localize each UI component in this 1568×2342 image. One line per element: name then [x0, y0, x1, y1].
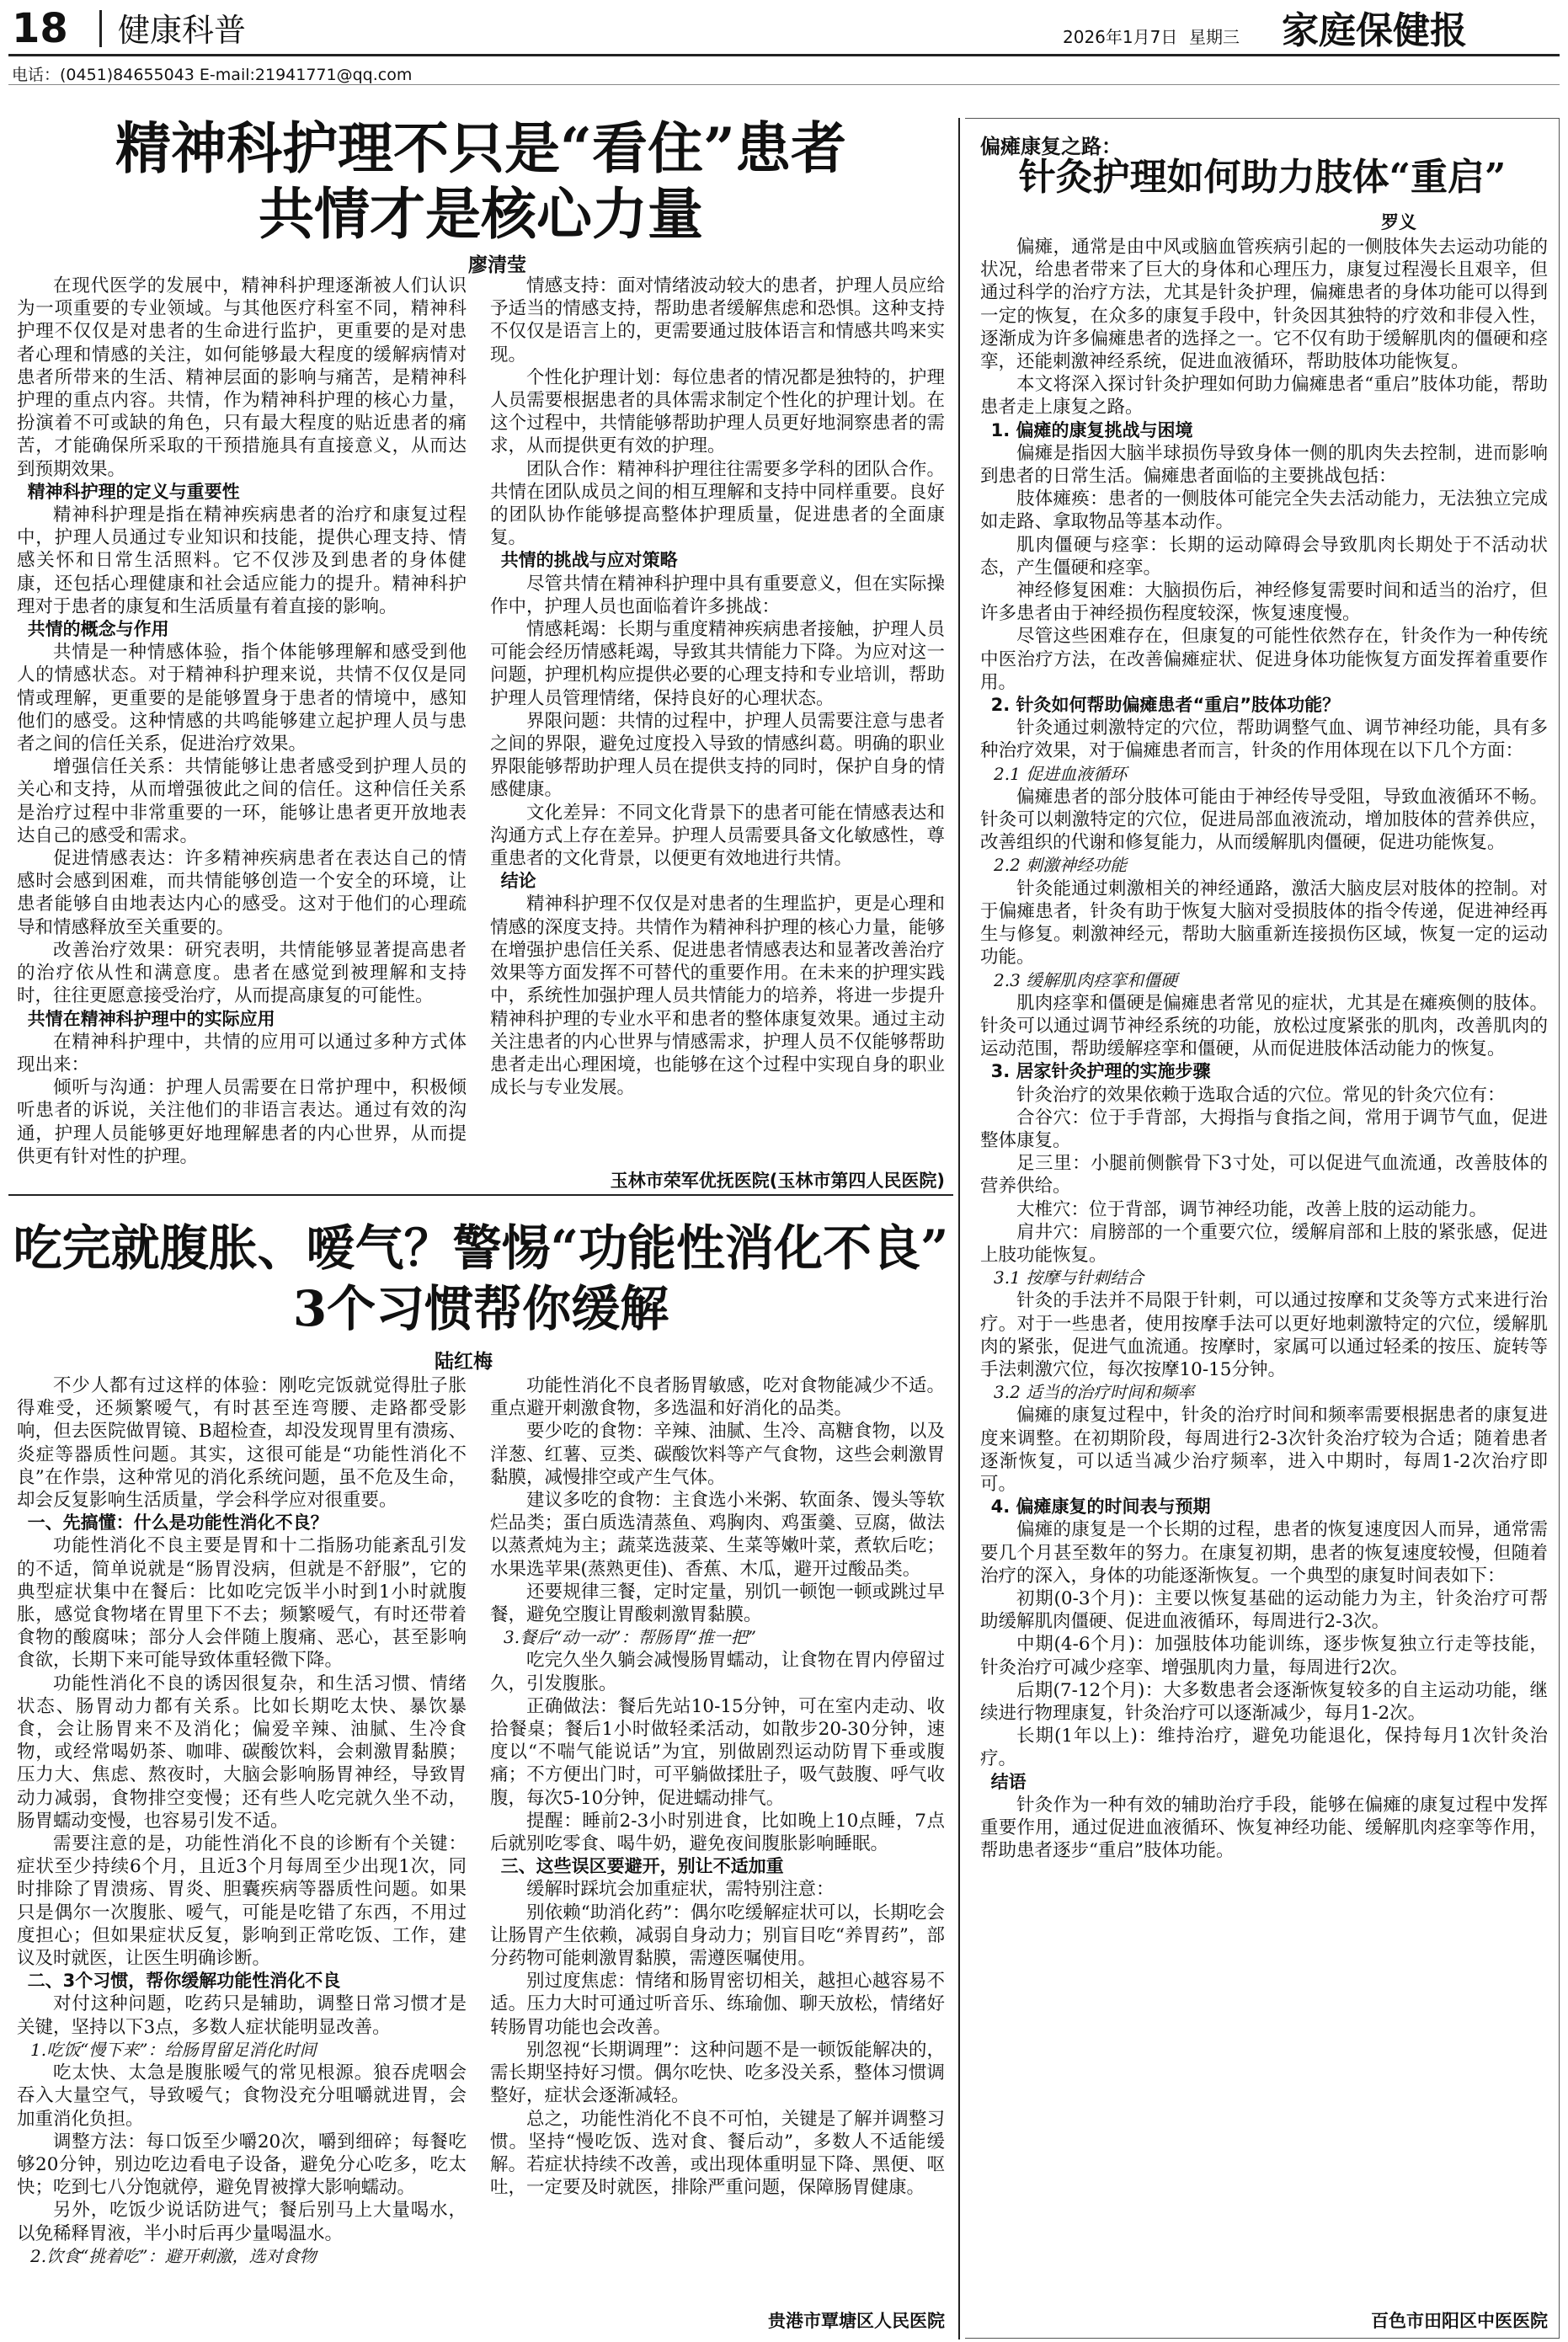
- paragraph: 神经修复困难：大脑损伤后，神经修复需要时间和适当的治疗，但许多患者由于神经损伤程度较深，恢复速度慢。: [980, 580, 1548, 625]
- article-divider: [8, 1194, 953, 1196]
- paragraph: 肩井穴：肩膀部的一个重要穴位，缓解肩部和上肢的紧张感，促进上肢功能恢复。: [980, 1221, 1548, 1266]
- paragraph: 建议多吃的食物：主食选小米粥、软面条、馒头等软烂品类；蛋白质选清蒸鱼、鸡胸肉、鸡蛋羹、豆腐，做法以蒸煮炖为主；蔬菜选菠菜、生菜等嫩叶菜，煮软后吃；水果选苹果(蒸熟更佳)、香蕉、木瓜，避开过酸品类。: [490, 1490, 945, 1580]
- paragraph: 针灸能通过刺激相关的神经通路，激活大脑皮层对肢体的控制。对于偏瘫患者，针灸有助于恢复大脑对受损肢体的指令传递，促进神经再生与修复。刺激神经元，帮助大脑重新连接损伤区域，恢复一定的运动功能。: [980, 878, 1548, 968]
- sub-heading: 2.1 促进血液循环: [994, 763, 1128, 784]
- paragraph: 本文将深入探讨针灸护理如何助力偏瘫患者“重启”肢体功能，帮助患者走上康复之路。: [980, 374, 1548, 419]
- issue-date: 2026年1月7日: [1063, 27, 1178, 47]
- section-heading: 精神科护理的定义与重要性: [27, 481, 240, 502]
- a3-box-top: [965, 118, 1560, 119]
- section-heading: 2. 针灸如何帮助偏瘫患者“重启”肢体功能？: [990, 695, 1341, 716]
- section-heading: 共情的概念与作用: [27, 619, 169, 640]
- contact-rule: [8, 84, 1560, 85]
- paragraph: 初期(0-3个月)：主要以恢复基础的运动能力为主，针灸治疗可帮助缓解肌肉僵硬、促进血液循环，每周进行2-3次。: [980, 1587, 1548, 1633]
- paragraph: 缓解时踩坑会加重症状，需特别注意：: [526, 1879, 835, 1901]
- paragraph: 功能性消化不良的诱因很复杂，和生活习惯、情绪状态、肠胃动力都有关系。比如长期吃太快、暴饮暴食，会让肠胃来不及消化；偏爱辛辣、油腻、生冷食物，或经常喝奶茶、咖啡、碳酸饮料，会刺激胃黏膜；压力大、焦虑、熬夜时，大脑会影响肠胃神经，导致胃动力减弱，食物排空变慢；还有些人吃完就久坐不动，肠胃蠕动变慢，也容易引发不适。: [17, 1672, 467, 1832]
- section-heading: 二、3个习惯，帮你缓解功能性消化不良: [27, 1971, 341, 1992]
- paragraph: 另外，吃饭少说话防进气；餐后别马上大量喝水，以免稀释胃液，半小时后再少量喝温水。: [17, 2200, 467, 2244]
- sub-heading: 2.饮食“挑着吃”：避开刺激，选对食物: [30, 2245, 317, 2266]
- contact-info: 电话：(0451)84655043 E-mail:21941771@qq.com: [12, 66, 413, 84]
- paper-name: 家庭保健报: [1282, 9, 1467, 52]
- paragraph: 后期(7-12个月)：大多数患者会逐渐恢复较多的自主运动功能，继续进行物理康复，针灸治疗可以逐渐减少，每月1-2次。: [980, 1679, 1548, 1724]
- paragraph: 精神科护理不仅仅是对患者的生理监护，更是心理和情感的深度支持。共情作为精神科护理的核心力量，能够在增强护患信任关系、促进患者情感表达和显著改善治疗效果等方面发挥不可替代的重要作用。在未来的护理实践中，系统性加强护理人员共情能力的培养，将进一步提升精神科护理的专业水平和患者的整体康复效果。通过主动关注患者的内心世界与情感需求，护理人员不仅能够帮助患者走出心理困境，也能够在这个过程中实现自身的职业成长与专业发展。: [490, 894, 945, 1099]
- page-number: 18: [12, 5, 68, 52]
- paragraph: 针灸作为一种有效的辅助治疗手段，能够在偏瘫的康复过程中发挥重要作用，通过促进血液循环、恢复神经功能、缓解肌肉痉挛等作用，帮助患者逐步“重启”肢体功能。: [980, 1794, 1548, 1862]
- paragraph: 偏瘫是指因大脑半球损伤导致身体一侧的肌肉失去控制，进而影响到患者的日常生活。偏瘫患者面临的主要挑战包括：: [980, 442, 1548, 488]
- paragraph: 精神科护理是指在精神疾病患者的治疗和康复过程中，护理人员通过专业知识和技能，提供心理支持、情感关怀和日常生活照料。它不仅涉及到患者的身体健康，还包括心理健康和社会适应能力的提升。精神科护理对于患者的康复和生活质量有着直接的影响。: [17, 504, 467, 617]
- paragraph: 偏瘫的康复过程中，针灸的治疗时间和频率需要根据患者的康复进度来调整。在初期阶段，每周进行2-3次针灸治疗较为合适；随着患者逐渐恢复，可以适当减少治疗频率，进入中期时，每周1-2次治疗即可。: [980, 1405, 1548, 1495]
- paragraph: 肌肉僵硬与痉挛：长期的运动障碍会导致肌肉长期处于不活动状态，产生僵硬和痉挛。: [980, 534, 1548, 579]
- paragraph: 不少人都有过这样的体验：刚吃完饭就觉得肚子胀得难受，还频繁嗳气，有时甚至连弯腰、走路都受影响，但去医院做胃镜、B超检查，却没发现胃里有溃疡、炎症等器质性问题。其实，这很可能是“功能性消化不良”在作祟，这种常见的消化系统问题，虽不危及生命，却会反复影响生活质量，学会科学应对很重要。: [17, 1375, 467, 1512]
- paragraph: 要少吃的食物：辛辣、油腻、生冷、高糖食物，以及洋葱、红薯、豆类、碳酸饮料等产气食物，这些会刺激胃黏膜，减慢排空或产生气体。: [490, 1421, 945, 1488]
- a2-title-line1: 吃完就腹胀、嗳气？警惕“功能性消化不良”: [13, 1219, 949, 1277]
- section-name: 健康科普: [118, 12, 247, 49]
- a1-author: 廖清莹: [468, 254, 526, 276]
- a2-title-line2: 3个习惯帮你缓解: [292, 1280, 669, 1337]
- paragraph: 改善治疗效果：研究表明，共情能够显著提高患者的治疗依从性和满意度。患者在感觉到被理解和支持时，往往更愿意接受治疗，从而提高康复的可能性。: [17, 939, 467, 1007]
- paragraph: 功能性消化不良者肠胃敏感，吃对食物能减少不适。重点避开刺激食物，多选温和好消化的品类。: [490, 1375, 945, 1420]
- paragraph: 偏瘫的康复是一个长期的过程，患者的恢复速度因人而异，通常需要几个月甚至数年的努力。在康复初期，患者的恢复速度较慢，但随着治疗的深入，身体的功能逐渐恢复。一个典型的康复时间表如下：: [980, 1519, 1548, 1587]
- paragraph: 肌肉痉挛和僵硬是偏瘫患者常见的症状，尤其是在瘫痪侧的肢体。针灸可以通过调节神经系统的功能，放松过度紧张的肌肉，改善肌肉的运动范围，帮助缓解痉挛和僵硬，从而促进肢体活动能力的恢复。: [980, 992, 1548, 1060]
- masthead-divider: [99, 10, 102, 47]
- paragraph: 针灸的手法并不局限于针刺，可以通过按摩和艾灸等方式来进行治疗。对于一些患者，使用按摩手法可以更好地刺激特定的穴位，缓解肌肉的紧张，促进气血流通。按摩时，家属可以通过轻柔的按压、旋转等手法刺激穴位，每次按摩10-15分钟。: [980, 1290, 1548, 1380]
- paragraph: 吃完久坐久躺会减慢肠胃蠕动，让食物在胃内停留过久，引发腹胀。: [490, 1650, 945, 1694]
- paragraph: 足三里：小腿前侧髌骨下3寸处，可以促进气血流通，改善肢体的营养供给。: [980, 1153, 1548, 1198]
- paragraph: 需要注意的是，功能性消化不良的诊断有个关键：症状至少持续6个月，且近3个月每周至少出现1次，同时排除了胃溃疡、胃炎、胆囊疾病等器质性问题。如果只是偶尔一次腹胀、嗳气，可能是吃错了东西，不用过度担心；但如果症状反复，影响到正常吃饭、工作，建议及时就医，让医生明确诊断。: [17, 1833, 467, 1970]
- paragraph: 别忽视“长期调理”：这种问题不是一顿饭能解决的，需长期坚持好习惯。偶尔吃快、吃多没关系，整体习惯调整好，症状会逐渐减轻。: [490, 2039, 945, 2107]
- paragraph: 合谷穴：位于手背部，大拇指与食指之间，常用于调节气血，促进整体康复。: [980, 1107, 1548, 1151]
- section-heading: 结语: [990, 1771, 1027, 1792]
- sub-heading: 2.2 刺激神经功能: [994, 855, 1128, 876]
- paragraph: 对付这种问题，吃药只是辅助，调整日常习惯才是关键，坚持以下3点，多数人症状能明显改善。: [17, 1993, 467, 2038]
- a3-column: [980, 236, 1548, 2299]
- paragraph: 情感支持：面对情绪波动较大的患者，护理人员应给予适当的情感支持，帮助患者缓解焦虑和恐惧。这种支持不仅仅是语言上的，更需要通过肢体语言和情感共鸣来实现。: [490, 275, 945, 365]
- sub-heading: 3.餐后“动一动”：帮肠胃“推一把”: [504, 1627, 756, 1648]
- paragraph: 促进情感表达：许多精神疾病患者在表达自己的情感时会感到困难，而共情能够创造一个安全的环境，让患者能够自由地表达内心的感受。这对于他们的心理疏导和情感释放至关重要的。: [17, 848, 467, 938]
- section-heading: 共情在精神科护理中的实际应用: [27, 1008, 275, 1029]
- paragraph: 倾听与沟通：护理人员需要在日常护理中，积极倾听患者的诉说，关注他们的非语言表达。通过有效的沟通，护理人员能够更好地理解患者的内心世界，从而提供更有针对性的护理。: [17, 1077, 467, 1167]
- paragraph: 总之，功能性消化不良不可怕，关键是了解并调整习惯。坚持“慢吃饭、选对食、餐后动”，多数人不适能缓解。若症状持续不改善，或出现体重明显下降、黑便、呕吐，一定要及时就医，排除严重问题，保障肠胃健康。: [490, 2108, 945, 2199]
- a3-box-right: [1559, 118, 1560, 2338]
- paragraph: 界限问题：共情的过程中，护理人员需要注意与患者之间的界限，避免过度投入导致的情感纠葛。明确的职业界限能够帮助护理人员在提供支持的同时，保护自身的情感健康。: [490, 710, 945, 801]
- a1-column-1: [17, 275, 467, 1167]
- paragraph: 吃太快、太急是腹胀嗳气的常见根源。狼吞虎咽会吞入大量空气，导致嗳气；食物没充分咀嚼就进胃，会加重消化负担。: [17, 2062, 467, 2130]
- section-heading: 4. 偏瘫康复的时间表与预期: [990, 1496, 1211, 1518]
- section-heading: 共情的挑战与应对策略: [500, 550, 678, 571]
- a2-column-1: [17, 1374, 467, 2334]
- paragraph: 别过度焦虑：情绪和肠胃密切相关，越担心越容易不适。压力大时可通过听音乐、练瑜伽、聊天放松，情绪好转肠胃功能也会改善。: [490, 1971, 945, 2038]
- paragraph: 在精神科护理中，共情的应用可以通过多种方式体现出来：: [17, 1031, 467, 1075]
- section-heading: 三、这些误区要避开，别让不适加重: [500, 1856, 784, 1877]
- paragraph: 大椎穴：位于背部，调节神经功能，改善上肢的运动能力。: [1016, 1198, 1488, 1220]
- paragraph: 提醒：睡前2-3小时别进食，比如晚上10点睡，7点后就别吃零食、喝牛奶，避免夜间腹胀影响睡眠。: [490, 1810, 945, 1855]
- a3-title: 针灸护理如何助力肢体“重启”: [1018, 156, 1507, 199]
- paragraph: 调整方法：每口饭至少嚼20次，嚼到细碎；每餐吃够20分钟，别边吃边看电子设备，避免分心吃多，吃太快；吃到七八分饱就停，避免胃被撑大影响蠕动。: [17, 2131, 467, 2199]
- a1-source: 玉林市荣军优抚医院(玉林市第四人民医院): [610, 1171, 945, 1191]
- a2-source: 贵港市覃塘区人民医院: [768, 2311, 945, 2331]
- paragraph: 个性化护理计划：每位患者的情况都是独特的，护理人员需要根据患者的具体需求制定个性化的护理计划。在这个过程中，共情能够帮助护理人员更好地洞察患者的需求，从而提供更有效的护理。: [490, 366, 945, 457]
- sub-heading: 3.2 适当的治疗时间和频率: [994, 1382, 1195, 1403]
- sub-heading: 2.3 缓解肌肉痉挛和僵硬: [994, 969, 1178, 990]
- a3-box-bottom: [965, 2338, 1560, 2339]
- a3-kicker: 偏瘫康复之路：: [980, 135, 1122, 158]
- a2-author: 陆红梅: [435, 1351, 493, 1373]
- paragraph: 针灸通过刺激特定的穴位，帮助调整气血、调节神经功能，具有多种治疗效果，对于偏瘫患者而言，针灸的作用体现在以下几个方面：: [980, 718, 1548, 762]
- paragraph: 偏瘫，通常是由中风或脑血管疾病引起的一侧肢体失去运动功能的状况，给患者带来了巨大的身体和心理压力，康复过程漫长且艰辛，但通过科学的治疗方法，尤其是针灸护理，偏瘫患者的身体功能可以得到一定的恢复，在众多的康复手段中，针灸因其独特的疗效和非侵入性，逐渐成为许多偏瘫患者的选择之一。它不仅有助于缓解肌肉的僵硬和痉挛，还能刺激神经系统，促进血液循环，帮助肢体功能恢复。: [980, 237, 1548, 373]
- a1-title-line2: 共情才是核心力量: [259, 181, 703, 247]
- paragraph: 团队合作：精神科护理往往需要多学科的团队合作。共情在团队成员之间的相互理解和支持中同样重要。良好的团队协作能够提高整体护理质量，促进患者的全面康复。: [490, 458, 945, 549]
- section-heading: 1. 偏瘫的康复挑战与困境: [990, 419, 1193, 440]
- masthead-rule: [8, 54, 1560, 56]
- section-heading: 结论: [500, 871, 536, 892]
- paragraph: 尽管共情在精神科护理中具有重要意义，但在实际操作中，护理人员也面临着许多挑战：: [490, 573, 945, 617]
- paragraph: 长期(1年以上)：维持治疗，避免功能退化，保持每月1次针灸治疗。: [980, 1726, 1548, 1770]
- a3-source: 百色市田阳区中医医院: [1371, 2311, 1548, 2331]
- paragraph: 中期(4-6个月)：加强肢体功能训练，逐步恢复独立行走等技能，针灸治疗可减少痉挛、增强肌肉力量，每周进行2次。: [980, 1634, 1548, 1678]
- paragraph: 针灸治疗的效果依赖于选取合适的穴位。常见的针灸穴位有：: [1016, 1084, 1506, 1106]
- section-heading: 3. 居家针灸护理的实施步骤: [990, 1061, 1211, 1082]
- section-heading: 一、先搞懂：什么是功能性消化不良？: [27, 1512, 328, 1534]
- a1-column-2: [490, 275, 945, 1099]
- sub-heading: 1.吃饭“慢下来”：给肠胃留足消化时间: [30, 2039, 317, 2060]
- paragraph: 尽管这些困难存在，但康复的可能性依然存在，针灸作为一种传统中医治疗方法，在改善偏瘫症状、促进身体功能恢复方面发挥着重要作用。: [980, 626, 1548, 693]
- issue-weekday: 星期三: [1189, 27, 1240, 47]
- paragraph: 功能性消化不良主要是胃和十二指肠功能紊乱引发的不适，简单说就是“肠胃没病，但就是不舒服”，它的典型症状集中在餐后：比如吃完饭半小时到1小时就腹胀，感觉食物堵在胃里下不去；频繁嗳气，有时还带着食物的酸腐味；部分人会伴随上腹痛、恶心，甚至影响食欲，长期下来可能导致体重轻微下降。: [17, 1535, 467, 1672]
- sub-heading: 3.1 按摩与针刺结合: [994, 1267, 1144, 1288]
- a2-column-2: [490, 1374, 945, 2292]
- paragraph: 还要规律三餐，定时定量，别饥一顿饱一顿或跳过早餐，避免空腹让胃酸刺激胃黏膜。: [490, 1581, 945, 1626]
- a3-author: 罗义: [1381, 212, 1416, 232]
- paragraph: 文化差异：不同文化背景下的患者可能在情感表达和沟通方式上存在差异。护理人员需要具备文化敏感性，尊重患者的文化背景，以便更有效地进行共情。: [490, 802, 945, 870]
- paragraph: 肢体瘫痪：患者的一侧肢体可能完全失去活动能力，无法独立完成如走路、拿取物品等基本动作。: [980, 488, 1548, 533]
- paragraph: 偏瘫患者的部分肢体可能由于神经传导受阻，导致血液循环不畅。针灸可以刺激特定的穴位，促进局部血液流动，增加肢体的营养供应，改善组织的代谢和修复能力，从而缓解肌肉僵硬，促进功能恢复。: [980, 786, 1548, 854]
- paragraph: 增强信任关系：共情能够让患者感受到护理人员的关心和支持，从而增强彼此之间的信任。这种信任关系是治疗过程中非常重要的一环，能够让患者更开放地表达自己的感受和需求。: [17, 756, 467, 846]
- paragraph: 正确做法：餐后先站10-15分钟，可在室内走动、收拾餐桌；餐后1小时做轻柔活动，如散步20-30分钟，速度以“不喘气能说话”为宜，别做剧烈运动防胃下垂或腹痛；不方便出门时，可平躺做揉肚子，吸气鼓腹、呼气收腹，每次5-10分钟，促进蠕动排气。: [490, 1695, 945, 1809]
- main-column-divider: [958, 118, 960, 2339]
- paragraph: 情感耗竭：长期与重度精神疾病患者接触，护理人员可能会经历情感耗竭，导致其共情能力下降。为应对这一问题，护理机构应提供必要的心理支持和专业培训，帮助护理人员管理情绪，保持良好的心理状态。: [490, 619, 945, 709]
- paragraph: 别依赖“助消化药”：偶尔吃缓解症状可以，长期吃会让肠胃产生依赖，减弱自身动力；别盲目吃“养胃药”，部分药物可能刺激胃黏膜，需遵医嘱使用。: [490, 1902, 945, 1970]
- paragraph: 在现代医学的发展中，精神科护理逐渐被人们认识为一项重要的专业领域。与其他医疗科室不同，精神科护理不仅仅是对患者的生命进行监护，更重要的是对患者心理和情感的关注，如何能够最大程度的缓解病情对患者所带来的生活、精神层面的影响与痛苦，是精神科护理的重点内容。共情，作为精神科护理的核心力量，扮演着不可或缺的角色，只有最大程度的贴近患者的痛苦，才能确保所采取的干预措施具有直接意义，从而达到预期效果。: [17, 275, 467, 480]
- paragraph: 共情是一种情感体验，指个体能够理解和感受到他人的情感状态。对于精神科护理来说，共情不仅仅是同情或理解，更重要的是能够置身于患者的情境中，感知他们的感受。这种情感的共鸣能够建立起护理人员与患者之间的信任关系，促进治疗效果。: [17, 642, 467, 755]
- a1-title-line1: 精神科护理不只是“看住”患者: [115, 115, 846, 181]
